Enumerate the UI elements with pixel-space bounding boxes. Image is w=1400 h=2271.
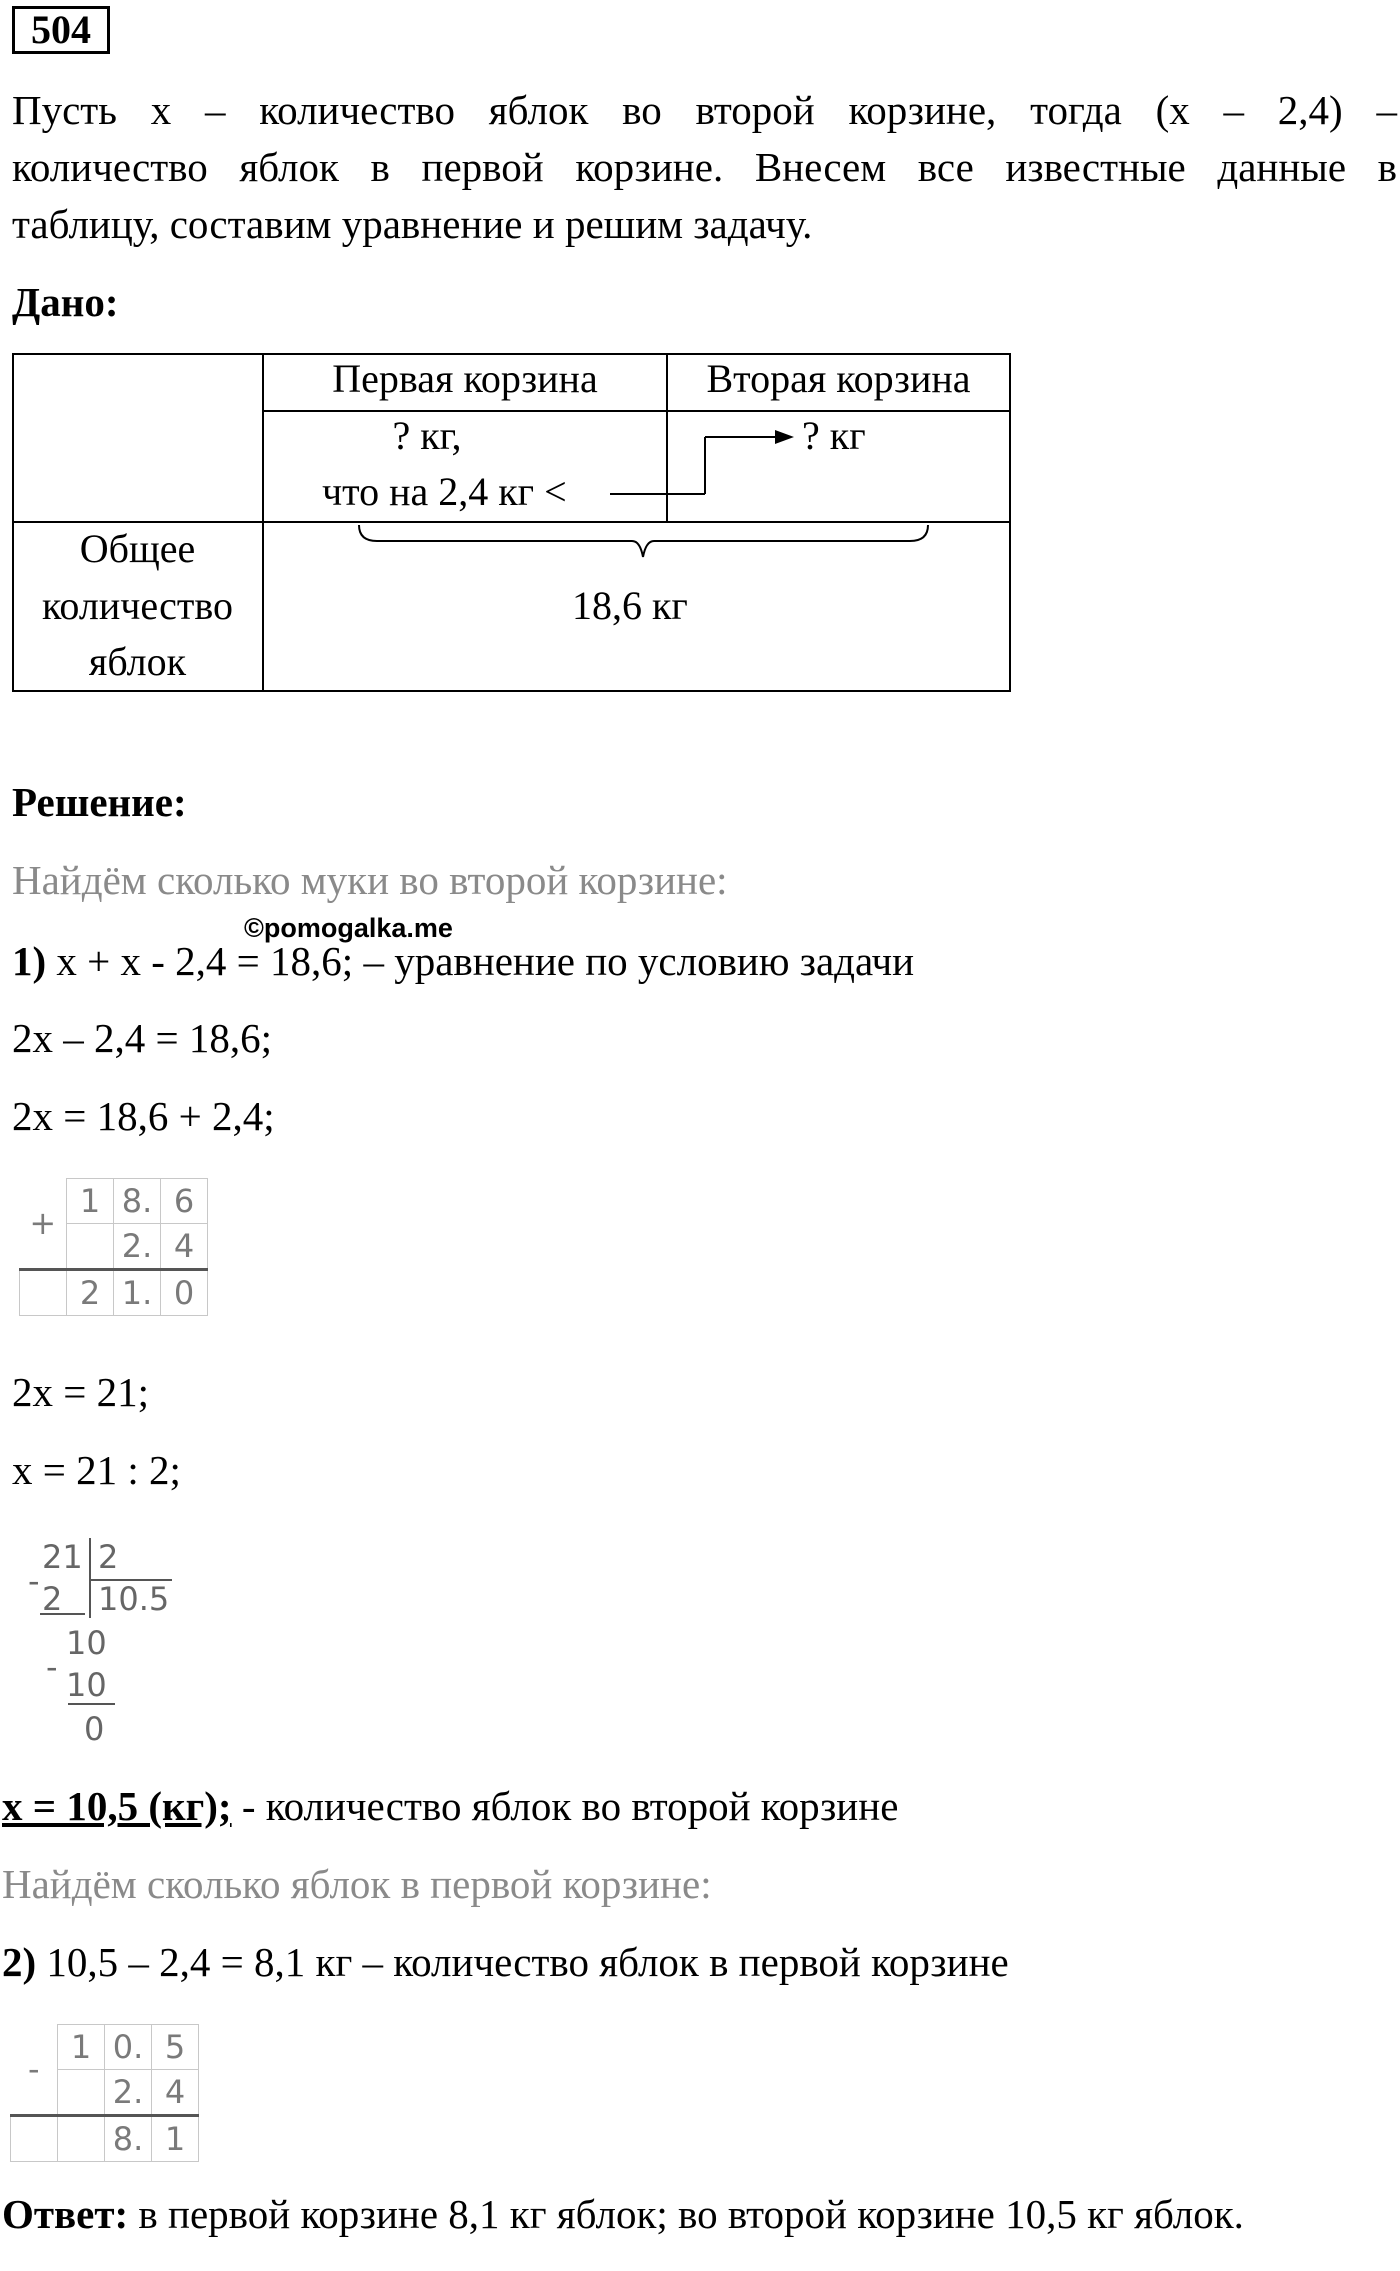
remainder-1: 10 [66, 1624, 107, 1662]
sub-cell: 8. [105, 2116, 152, 2162]
answer [2, 2188, 1244, 2241]
intro-line-3: таблицу, составим уравнение и решим задачу. [12, 201, 813, 247]
dividend: 21 [42, 1538, 83, 1576]
subtraction-grid [10, 2024, 199, 2162]
addition-grid [19, 1178, 208, 1316]
sub-cell: 1 [152, 2116, 199, 2162]
long-division [20, 1534, 180, 1754]
problem-number: 504 [12, 6, 110, 54]
sub-cell: 5 [152, 2025, 199, 2070]
add-cell: 0 [161, 1270, 208, 1316]
sub-cell [11, 2116, 58, 2162]
equation-3: 2x = 21; [12, 1369, 150, 1415]
equation-4: x = 21 : 2; [12, 1447, 181, 1493]
result-1-value: x = 10,5 (кг); [2, 1783, 232, 1829]
step-2-number: 2) [2, 1939, 37, 1985]
divisor: 2 [98, 1538, 119, 1576]
step-2-text: 10,5 – 2,4 = 8,1 кг – количество яблок в первой корзине [36, 1939, 1009, 1985]
first-value-line1: ? кг, [392, 413, 462, 458]
row-label-1: Общее [79, 526, 196, 571]
remainder-2: 0 [84, 1710, 105, 1748]
minus-sign: - [11, 2025, 58, 2116]
plus-sign: + [20, 1179, 67, 1270]
subtrahend-1: 2 [42, 1580, 63, 1618]
minus-sign: - [28, 1562, 40, 1600]
given-heading: Дано: [12, 279, 119, 325]
add-cell: 2 [67, 1270, 114, 1316]
sub-cell: 1 [58, 2025, 105, 2070]
watermark: ©pomogalka.me [244, 913, 453, 943]
second-value: ? кг [802, 413, 866, 458]
add-cell: 4 [161, 1224, 208, 1270]
intro-line-2: количество яблок в первой корзине. Внесем все известные данные в [12, 144, 1397, 190]
total-value: 18,6 кг [572, 583, 688, 628]
quotient: 10.5 [98, 1580, 170, 1618]
minus-sign: - [46, 1648, 58, 1686]
col-first-basket: Первая корзина [332, 356, 598, 401]
answer-text: в первой корзине 8,1 кг яблок; во второй корзине 10,5 кг яблок. [128, 2191, 1244, 2237]
add-cell: 1 [67, 1179, 114, 1224]
intro-text [12, 82, 1397, 253]
row-label-2: количество [42, 583, 233, 628]
add-cell [20, 1270, 67, 1316]
hint-2: Найдём сколько яблок в первой корзине: [2, 1861, 712, 1907]
hint-1: Найдём сколько муки во второй корзине: [12, 857, 728, 903]
sub-cell: 2. [105, 2070, 152, 2116]
given-table [12, 353, 1011, 692]
add-cell: 6 [161, 1179, 208, 1224]
add-cell: 8. [114, 1179, 161, 1224]
add-cell: 2. [114, 1224, 161, 1270]
add-cell [67, 1224, 114, 1270]
answer-label: Ответ: [2, 2191, 129, 2237]
first-value-line2: что на 2,4 кг < [322, 469, 567, 514]
col-second-basket: Вторая корзина [706, 356, 971, 401]
row-label-3: яблок [88, 639, 187, 684]
result-1-text: - количество яблок во второй корзине [231, 1783, 899, 1829]
sub-cell [58, 2070, 105, 2116]
solution-heading: Решение: [12, 779, 187, 825]
subtrahend-2: 10 [66, 1666, 107, 1704]
step-1-number: 1) [12, 938, 47, 984]
sub-cell [58, 2116, 105, 2162]
sub-cell: 4 [152, 2070, 199, 2116]
equation-1: 2x – 2,4 = 18,6; [12, 1015, 273, 1061]
add-cell: 1. [114, 1270, 161, 1316]
result-1 [2, 1780, 898, 1833]
equation-2: 2x = 18,6 + 2,4; [12, 1093, 275, 1139]
intro-line-1: Пусть x – количество яблок во второй корзине, тогда (x – 2,4) – [12, 87, 1397, 133]
sub-cell: 0. [105, 2025, 152, 2070]
step-2 [2, 1936, 1009, 1989]
step-1 [12, 935, 914, 988]
step-1-text: x + x - 2,4 = 18,6; – уравнение по условию задачи [46, 938, 915, 984]
